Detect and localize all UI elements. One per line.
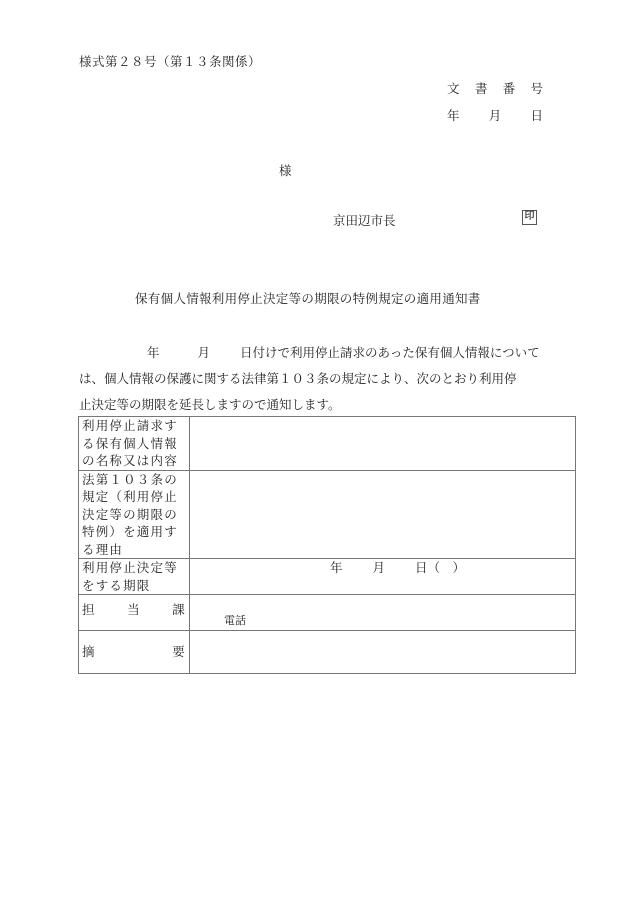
row-label-deadline [79, 559, 190, 595]
seal-icon: 印 [522, 210, 537, 225]
doc-number-char: 番 [502, 81, 516, 96]
notice-details-table [78, 416, 576, 674]
row-label-department [79, 595, 190, 631]
label-char: 要 [172, 643, 186, 659]
deadline-year: 年 [329, 560, 343, 575]
label-line: 特例）を適用す [82, 524, 178, 539]
table-row [79, 417, 576, 471]
label-char: 担 [82, 602, 96, 617]
document-number-label [447, 79, 543, 97]
issuer-name: 京田辺市長 [333, 213, 396, 228]
row-value-reason[interactable] [190, 470, 576, 559]
body-line-1 [79, 340, 559, 366]
row-value-deadline[interactable] [190, 559, 576, 595]
table-row [79, 559, 576, 595]
label-char: 摘 [82, 643, 96, 659]
deadline-day: 日（ ） [415, 560, 466, 575]
doc-number-char: 文 [447, 81, 460, 96]
label-line: 規定（利用停止 [82, 489, 178, 504]
form-number: 様式第２８号（第１３条関係） [79, 54, 262, 69]
row-value-department[interactable] [190, 595, 576, 631]
date-year: 年 [447, 108, 460, 123]
date-month: 月 [488, 108, 502, 123]
label-line: 決定等の期限の [82, 506, 178, 522]
row-value-remarks[interactable] [190, 630, 576, 673]
table-row [79, 630, 576, 673]
table-row [79, 595, 576, 631]
body-line-2: は、個人情報の保護に関する法律第１０３条の規定により、次のとおり利用停 [79, 371, 517, 386]
label-line: る保有個人情報 [82, 435, 178, 451]
row-label-reason [79, 470, 190, 559]
body-month: 月 [197, 345, 211, 360]
label-line: 利用停止請求す [82, 418, 178, 433]
addressee-honorific: 様 [279, 163, 292, 178]
label-line: の名称又は内容 [82, 453, 178, 468]
date-day: 日 [530, 108, 543, 123]
deadline-month: 月 [372, 560, 385, 575]
document-date [447, 106, 543, 124]
label-line: をする期限 [82, 577, 151, 593]
row-label-information-name [79, 417, 190, 471]
table-row [79, 470, 576, 559]
document-title: 保有個人情報利用停止決定等の期限の特例規定の適用通知書 [135, 291, 481, 306]
label-line: 利用停止決定等 [82, 560, 178, 575]
body-paragraph [79, 340, 559, 418]
body-line-1-rest: 日付けで利用停止請求のあった保有個人情報について [240, 345, 540, 360]
phone-label: 電話 [224, 614, 246, 627]
doc-number-char: 書 [474, 81, 488, 96]
row-label-remarks [79, 630, 190, 673]
label-char: 課 [172, 602, 186, 617]
body-year: 年 [147, 345, 160, 360]
body-line-3: 止決定等の期限を延長しますので通知します。 [79, 397, 341, 412]
row-value-information-name[interactable] [190, 417, 576, 471]
label-line: る理由 [82, 541, 124, 557]
label-char: 当 [127, 602, 141, 617]
doc-number-char: 号 [530, 81, 543, 96]
label-line: 法第１０３条の [82, 471, 178, 487]
